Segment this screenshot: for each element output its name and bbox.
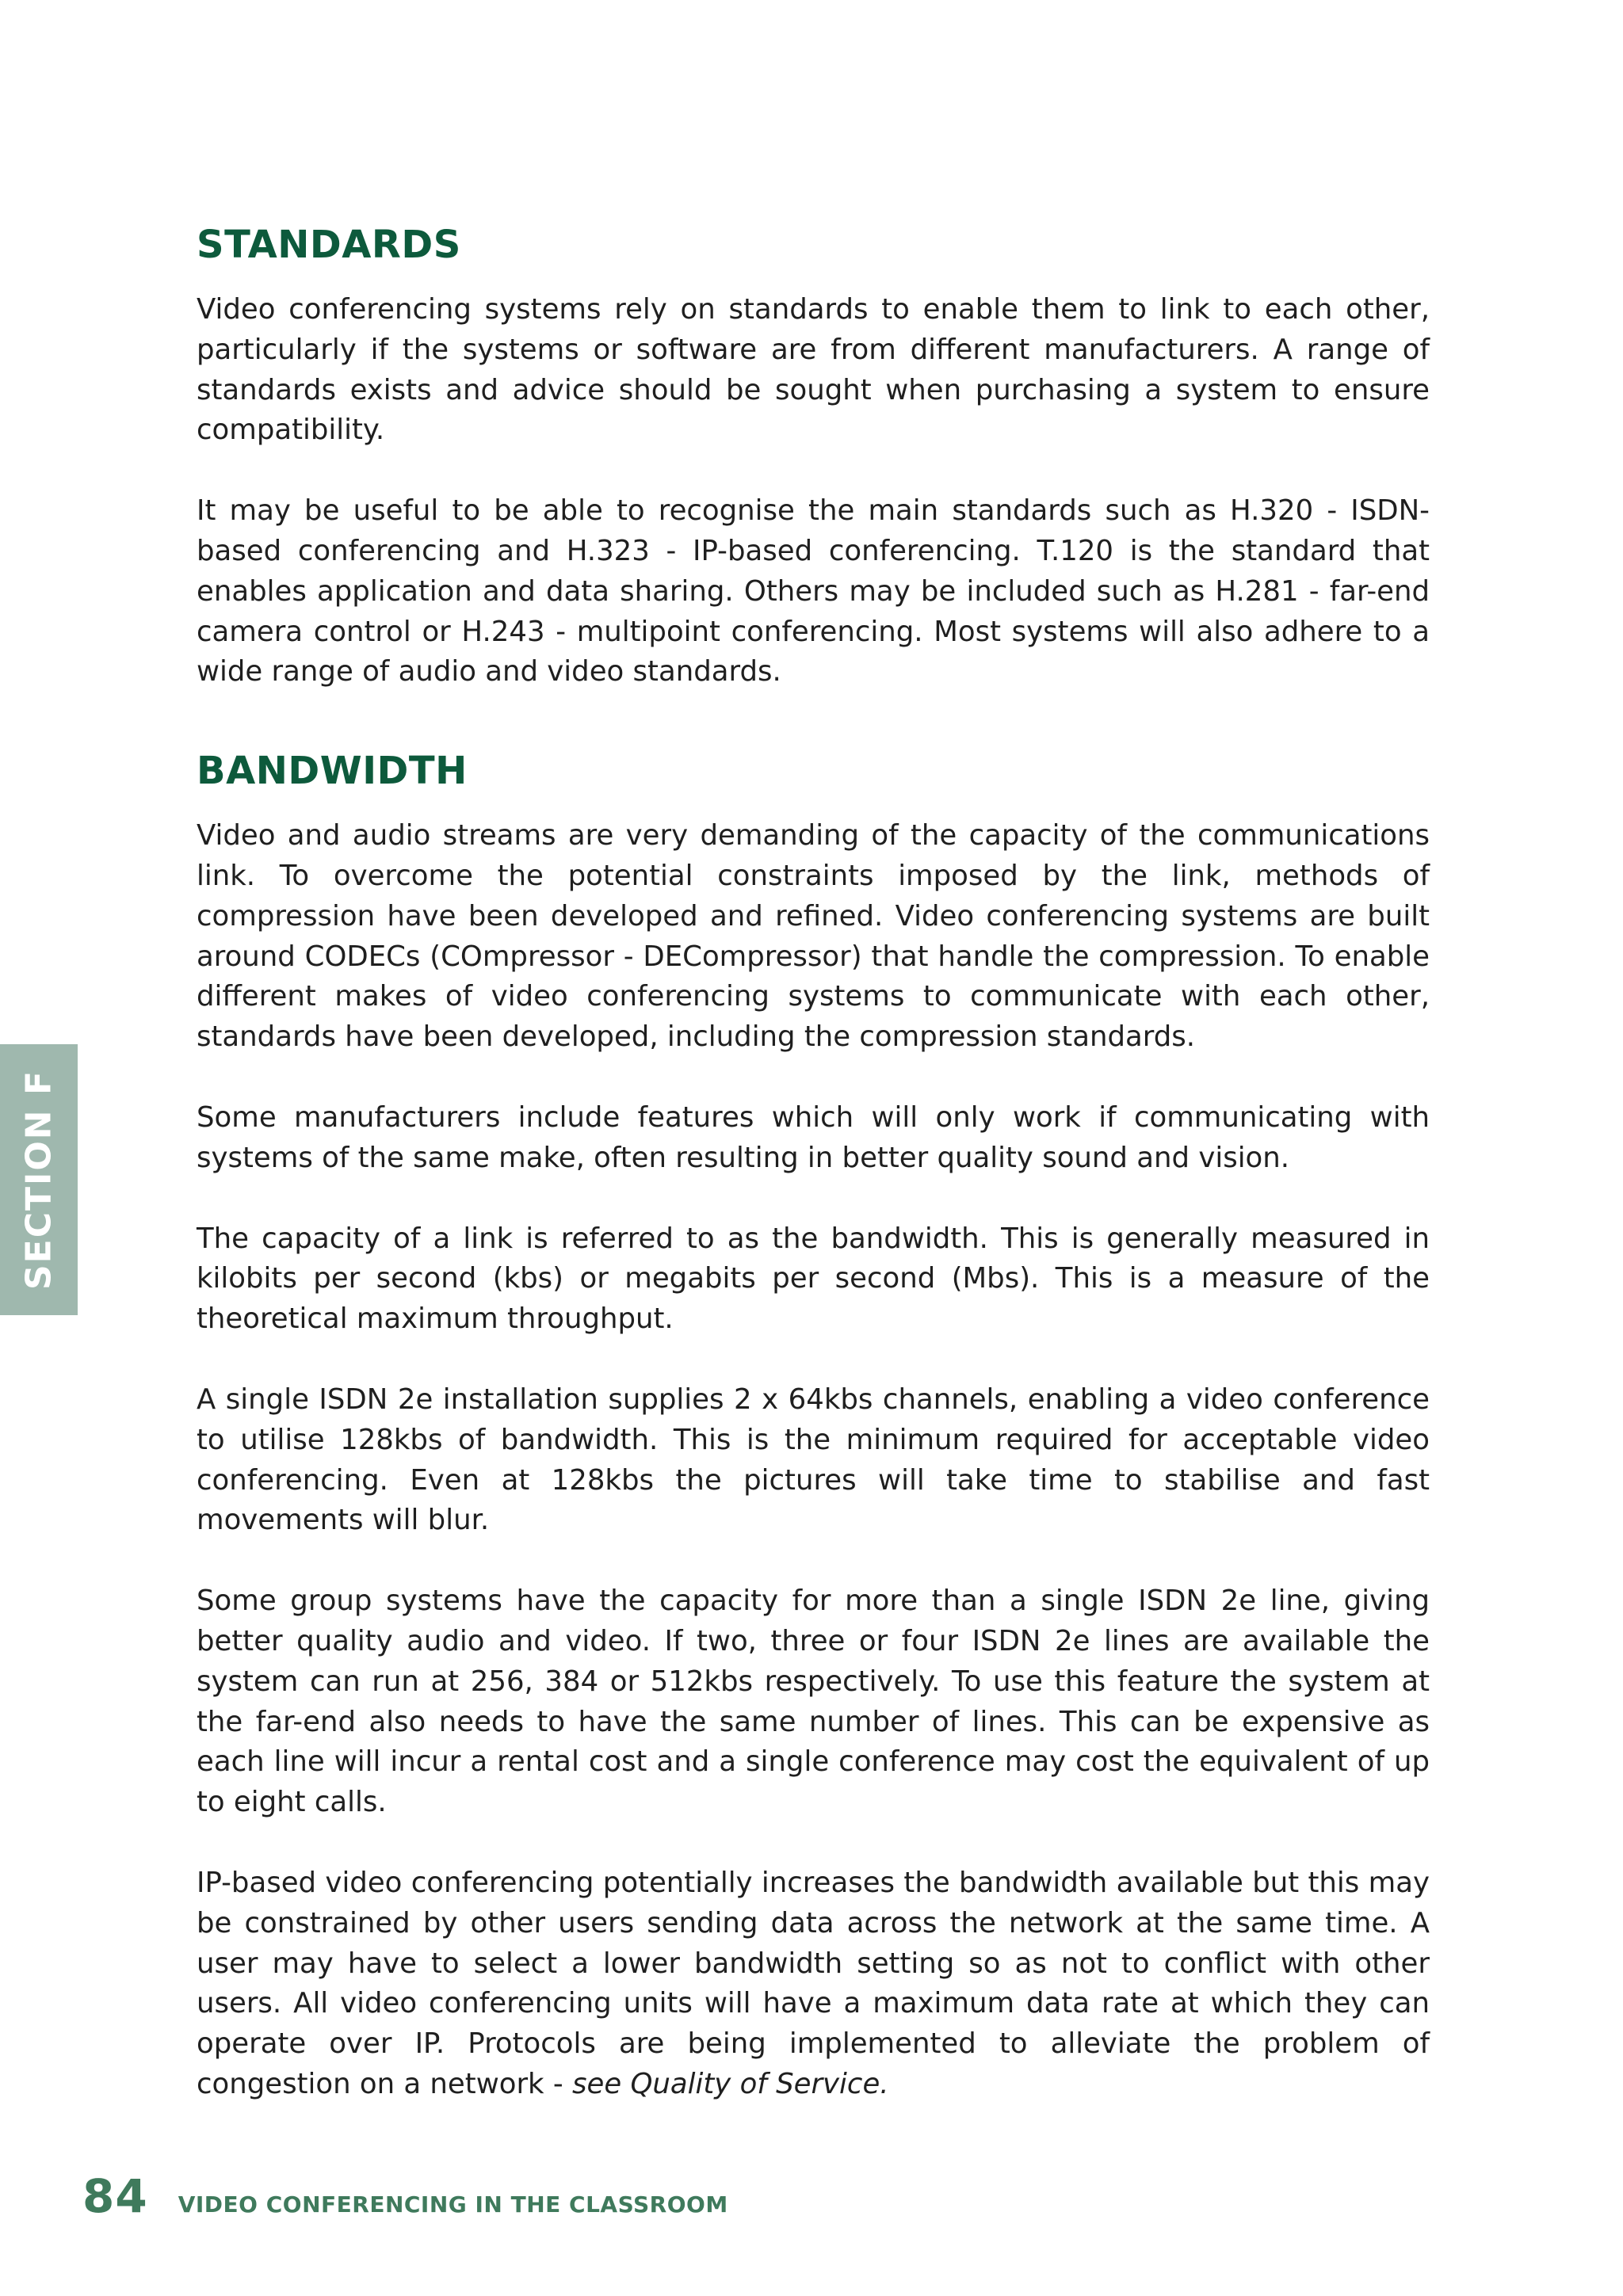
bandwidth-paragraph-1: Video and audio streams are very demanding of the capacity of the communications link. To overcome the potential constraints imposed by the link, methods of compression have been developed and refined. Video conferencing systems are built around CODECs (COmpressor - DECompressor) that handle the compression. To enable different makes of video conferencing systems to communicate with each other, standards have been developed, including the compression standards. [197,819,1430,1054]
standards-heading: STANDARDS [197,223,461,267]
section-side-tab [0,1044,78,1315]
page-content [197,222,1430,2105]
quality-of-service-reference: see Quality of Service. [571,2067,889,2100]
standards-paragraph-1: Video conferencing systems rely on standards to enable them to link to each other, particularly if the systems or software are from different manufacturers. A range of standards exists and advice should be sought when purchasing a system to ensure compatibility. [197,293,1430,447]
bandwidth-paragraph-3: The capacity of a link is referred to as the bandwidth. This is generally measured in kilobits per second (kbs) or megabits per second (Mbs). This is a measure of the theoretical maximum throughput. [197,1222,1430,1336]
bandwidth-paragraph-4: A single ISDN 2e installation supplies 2 x 64kbs channels, enabling a video conference to utilise 128kbs of bandwidth. This is the minimum required for acceptable video conferencing. Even at 128kbs the pictures will take time to stabilise and fast movements will blur. [197,1383,1430,1537]
page-footer [82,2169,728,2223]
bandwidth-paragraph-6 [197,1863,1430,2105]
bandwidth-paragraph-6-text: IP-based video conferencing potentially increases the bandwidth available but this may be constrained by other users sending data across the network at the same time. A user may have to select a lower bandwidth setting so as not to conflict with other users. All video conferencing units will have a maximum data rate at which they can operate over IP. Protocols are being implemented to alleviate the problem of congestion on a network - [197,1866,1430,2100]
bandwidth-paragraph-2: Some manufacturers include features which will only work if communicating with systems of the same make, often resulting in better quality sound and vision. [197,1100,1430,1174]
bandwidth-heading: BANDWIDTH [197,749,468,794]
standards-paragraph-2: It may be useful to be able to recognise the main standards such as H.320 - ISDN-based conferencing and H.323 - IP-based conferencing. T.120 is the standard that enables application and data sharing. Others may be included such as H.281 - far-end camera control or H.243 - multipoint conferencing. Most systems will also adhere to a wide range of audio and video standards. [197,494,1430,688]
section-tab-label: SECTION F [18,1069,59,1291]
page-number: 84 [82,2169,148,2223]
bandwidth-paragraph-5: Some group systems have the capacity for more than a single ISDN 2e line, giving better quality audio and video. If two, three or four ISDN 2e lines are available the system can run at 256, 384 or 512kbs respectively. To use this feature the system at the far-end also needs to have the same number of lines. This can be expensive as each line will incur a rental cost and a single conference may cost the equivalent of up to eight calls. [197,1585,1430,1819]
running-title: VIDEO CONFERENCING IN THE CLASSROOM [178,2191,728,2218]
